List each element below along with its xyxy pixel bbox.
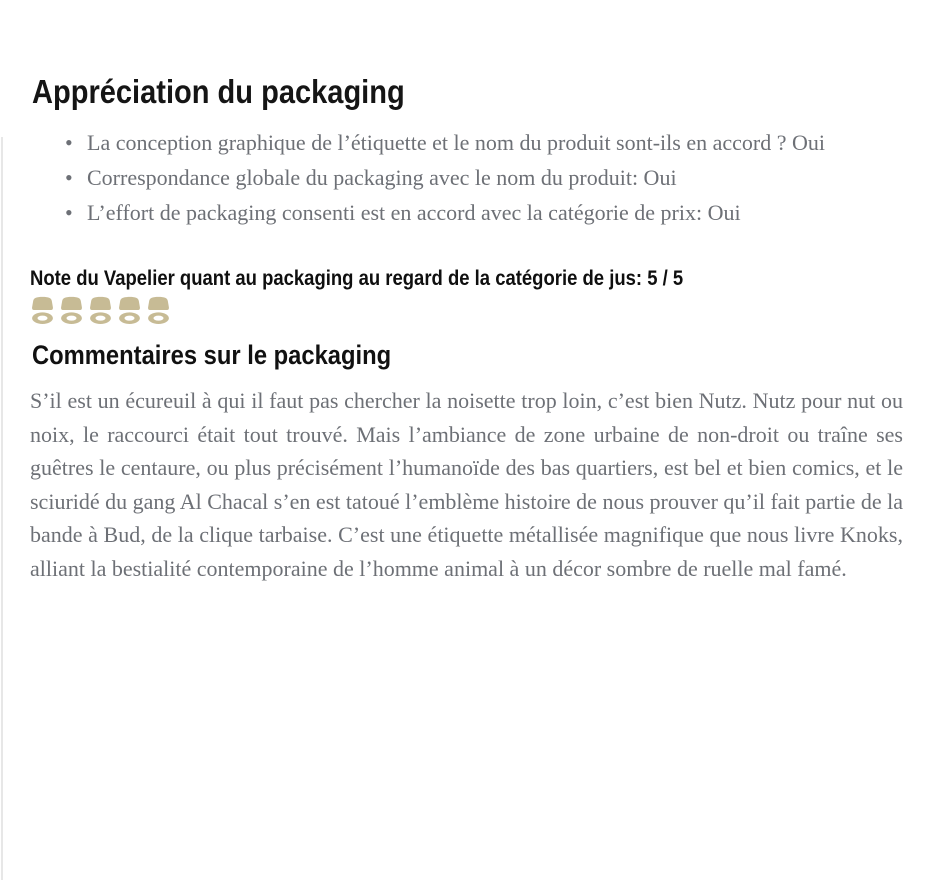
rating-score: 5 / 5 [647, 267, 684, 290]
list-item-global-match: • Correspondance globale du packaging avec le nom du produit: Oui [87, 160, 903, 195]
vape-rating-icon [146, 295, 171, 325]
list-item-price-category: • L’effort de packaging consenti est en accord avec la catégorie de prix: Oui [87, 195, 903, 230]
rating-icons [30, 295, 903, 325]
appreciation-list [30, 125, 903, 230]
rating-note [30, 266, 903, 291]
list-item-graphic-design: • La conception graphique de l’étiquette et le nom du produit sont-ils en accord ? Oui [87, 125, 903, 160]
section-title-comments [32, 340, 903, 370]
section-title-appreciation [32, 75, 903, 109]
vape-rating-icon [59, 295, 84, 325]
comments-paragraph: S’il est un écureuil à qui il faut pas chercher la noisette trop loin, c’est bien Nutz. Nutz pour nut ou noix, le raccourci était tout trouvé. Mais l’ambiance de zone urbaine de non-droit ou traîne ses guêtres le centaure, ou plus précisément l’humanoïde des bas quartiers, est bel et bien comics, et le sciuridé du gang Al Chacal s’en est tatoué l’emblème histoire de nous prouver qu’il fait partie de la bande à Bud, de la clique tarbaise. C’est une étiquette métallisée magnifique que nous livre Knoks, alliant la bestialité contemporaine de l’homme animal à un décor sombre de ruelle mal famé. [30, 388, 904, 581]
article-section [0, 75, 933, 585]
vape-rating-icon [117, 295, 142, 325]
rating-note-label: Note du Vapelier quant au packaging au regard de la catégorie de jus: [30, 267, 643, 290]
vape-rating-icon [88, 295, 113, 325]
content-left-border [1, 137, 3, 880]
section-title-appreciation-text: Appréciation du packaging [32, 73, 405, 110]
section-title-comments-text: Commentaires sur le packaging [32, 340, 392, 370]
vape-rating-icon [30, 295, 55, 325]
